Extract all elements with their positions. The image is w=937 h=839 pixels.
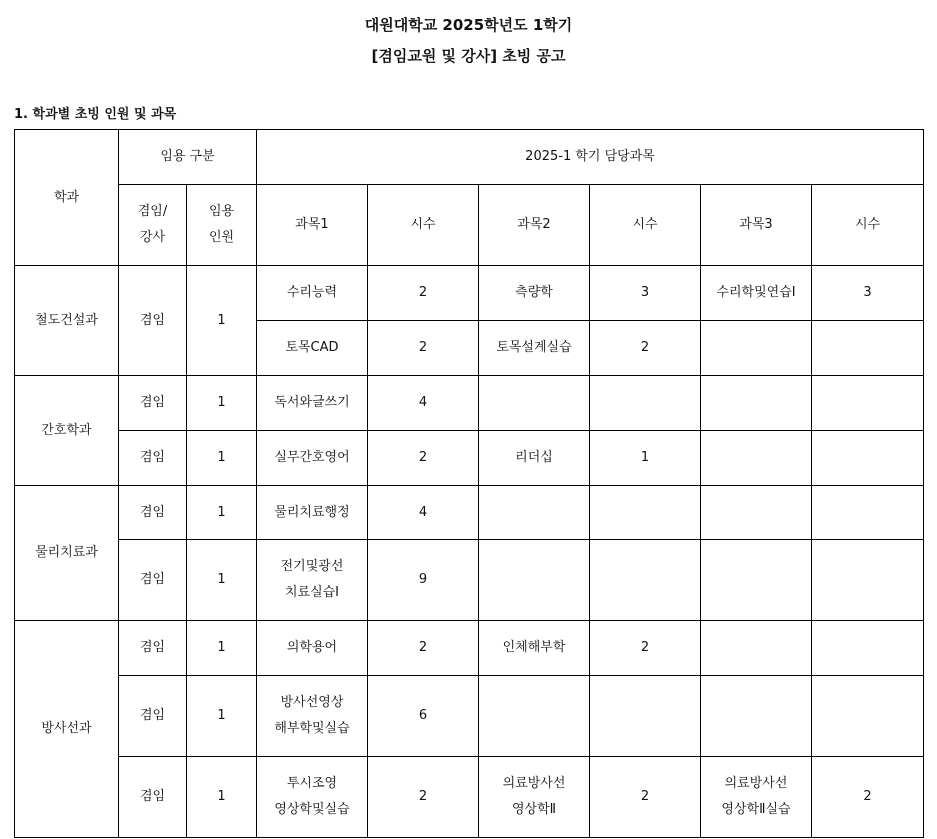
subject1-line: 영상학및실습: [274, 802, 350, 817]
header-subjects-group: 2025-1 학기 담당과목: [257, 130, 924, 185]
count-cell: 1: [187, 376, 257, 431]
subject1-line: 해부학및실습: [274, 721, 350, 736]
subject2-cell: 리더십: [479, 431, 590, 486]
type-cell: 겸임: [119, 266, 187, 376]
count-cell: 1: [187, 621, 257, 676]
count-cell: 1: [187, 540, 257, 621]
header-appointment: 임용 구분: [119, 130, 257, 185]
header-hours1: 시수: [368, 185, 479, 266]
type-cell: 겸임: [119, 431, 187, 486]
table-row: [15, 621, 924, 676]
subject1-cell: 물리치료행정: [257, 486, 368, 540]
header-hours2: 시수: [590, 185, 701, 266]
subject2-cell: 측량학: [479, 266, 590, 321]
hours2-cell: [590, 486, 701, 540]
hours3-cell: [812, 676, 924, 757]
hours3-cell: [812, 540, 924, 621]
hours2-cell: [590, 540, 701, 621]
hours3-cell: [812, 431, 924, 486]
header-count: [187, 185, 257, 266]
header-subject1: 과목1: [257, 185, 368, 266]
dept-cell: 철도건설과: [15, 266, 119, 376]
hours1-cell: 4: [368, 376, 479, 431]
subject3-cell: [701, 376, 812, 431]
subject3-cell: [701, 757, 812, 838]
hours3-cell: [812, 376, 924, 431]
table-row: [15, 431, 924, 486]
hours3-cell: 3: [812, 266, 924, 321]
hours2-cell: 2: [590, 321, 701, 376]
header-type: [119, 185, 187, 266]
hours1-cell: 2: [368, 321, 479, 376]
subject1-line: 전기및광선: [280, 559, 344, 574]
subject2-cell: [479, 676, 590, 757]
hours3-cell: 2: [812, 757, 924, 838]
dept-cell: 물리치료과: [15, 486, 119, 621]
document-subtitle: [겸임교원 및 강사] 초빙 공고: [371, 47, 566, 65]
subject1-line: 투시조영: [286, 776, 338, 791]
hours3-cell: [812, 486, 924, 540]
header-subject3: 과목3: [701, 185, 812, 266]
count-cell: 1: [187, 757, 257, 838]
hours2-cell: 1: [590, 431, 701, 486]
type-cell: 겸임: [119, 621, 187, 676]
type-cell: 겸임: [119, 376, 187, 431]
subject1-line: 치료실습Ⅰ: [284, 585, 340, 600]
header-type-line: 강사: [139, 230, 166, 245]
subject1-cell: 독서와글쓰기: [257, 376, 368, 431]
subject3-cell: [701, 486, 812, 540]
header-row-1: [15, 130, 924, 185]
hours2-cell: [590, 376, 701, 431]
type-cell: 겸임: [119, 486, 187, 540]
hours1-cell: 2: [368, 431, 479, 486]
subject1-line: 방사선영상: [280, 695, 344, 710]
table-row: [15, 266, 924, 321]
type-cell: 겸임: [119, 540, 187, 621]
subject1-cell: 실무간호영어: [257, 431, 368, 486]
table-row: [15, 540, 924, 621]
dept-cell: 간호학과: [15, 376, 119, 486]
recruitment-table: [14, 129, 924, 838]
header-hours3: 시수: [812, 185, 924, 266]
subject1-cell: [257, 676, 368, 757]
subject1-cell: [257, 540, 368, 621]
hours3-cell: [812, 321, 924, 376]
count-cell: 1: [187, 266, 257, 376]
subject3-cell: [701, 621, 812, 676]
header-count-line: 임용: [208, 204, 235, 219]
hours1-cell: 4: [368, 486, 479, 540]
hours2-cell: 3: [590, 266, 701, 321]
hours3-cell: [812, 621, 924, 676]
count-cell: 1: [187, 431, 257, 486]
subject3-cell: [701, 540, 812, 621]
header-row-2: [15, 185, 924, 266]
document-title: 대원대학교 2025학년도 1학기: [364, 16, 573, 34]
subject1-cell: [257, 757, 368, 838]
subject2-line: 의료방사선: [502, 776, 566, 791]
hours1-cell: 2: [368, 266, 479, 321]
subject2-cell: [479, 540, 590, 621]
subject3-cell: [701, 321, 812, 376]
table-row: [15, 676, 924, 757]
subject2-cell: [479, 486, 590, 540]
hours1-cell: 2: [368, 621, 479, 676]
hours1-cell: 9: [368, 540, 479, 621]
table-row: [15, 757, 924, 838]
subject2-cell: 인체해부학: [479, 621, 590, 676]
hours2-cell: 2: [590, 621, 701, 676]
subject2-cell: [479, 376, 590, 431]
count-cell: 1: [187, 486, 257, 540]
table-row: [15, 486, 924, 540]
dept-cell: 방사선과: [15, 621, 119, 838]
subject2-line: 영상학Ⅱ: [511, 802, 557, 817]
subject3-cell: [701, 676, 812, 757]
subject3-cell: [701, 431, 812, 486]
header-count-line: 인원: [208, 230, 235, 245]
subject1-cell: 의학용어: [257, 621, 368, 676]
hours2-cell: [590, 676, 701, 757]
header-subject2: 과목2: [479, 185, 590, 266]
hours2-cell: 2: [590, 757, 701, 838]
hours1-cell: 6: [368, 676, 479, 757]
subject2-cell: 토목설계실습: [479, 321, 590, 376]
subject1-cell: 토목CAD: [257, 321, 368, 376]
subject3-cell: 수리학및연습Ⅰ: [701, 266, 812, 321]
count-cell: 1: [187, 676, 257, 757]
hours1-cell: 2: [368, 757, 479, 838]
type-cell: 겸임: [119, 757, 187, 838]
subject3-line: 의료방사선: [724, 776, 788, 791]
header-type-line: 겸임/: [137, 204, 168, 219]
section-heading: 1. 학과별 초빙 인원 및 과목: [14, 107, 177, 122]
subject2-cell: [479, 757, 590, 838]
subject1-cell: 수리능력: [257, 266, 368, 321]
table-row: [15, 376, 924, 431]
subject3-line: 영상학Ⅱ실습: [721, 802, 791, 817]
header-dept: 학과: [15, 130, 119, 266]
type-cell: 겸임: [119, 676, 187, 757]
